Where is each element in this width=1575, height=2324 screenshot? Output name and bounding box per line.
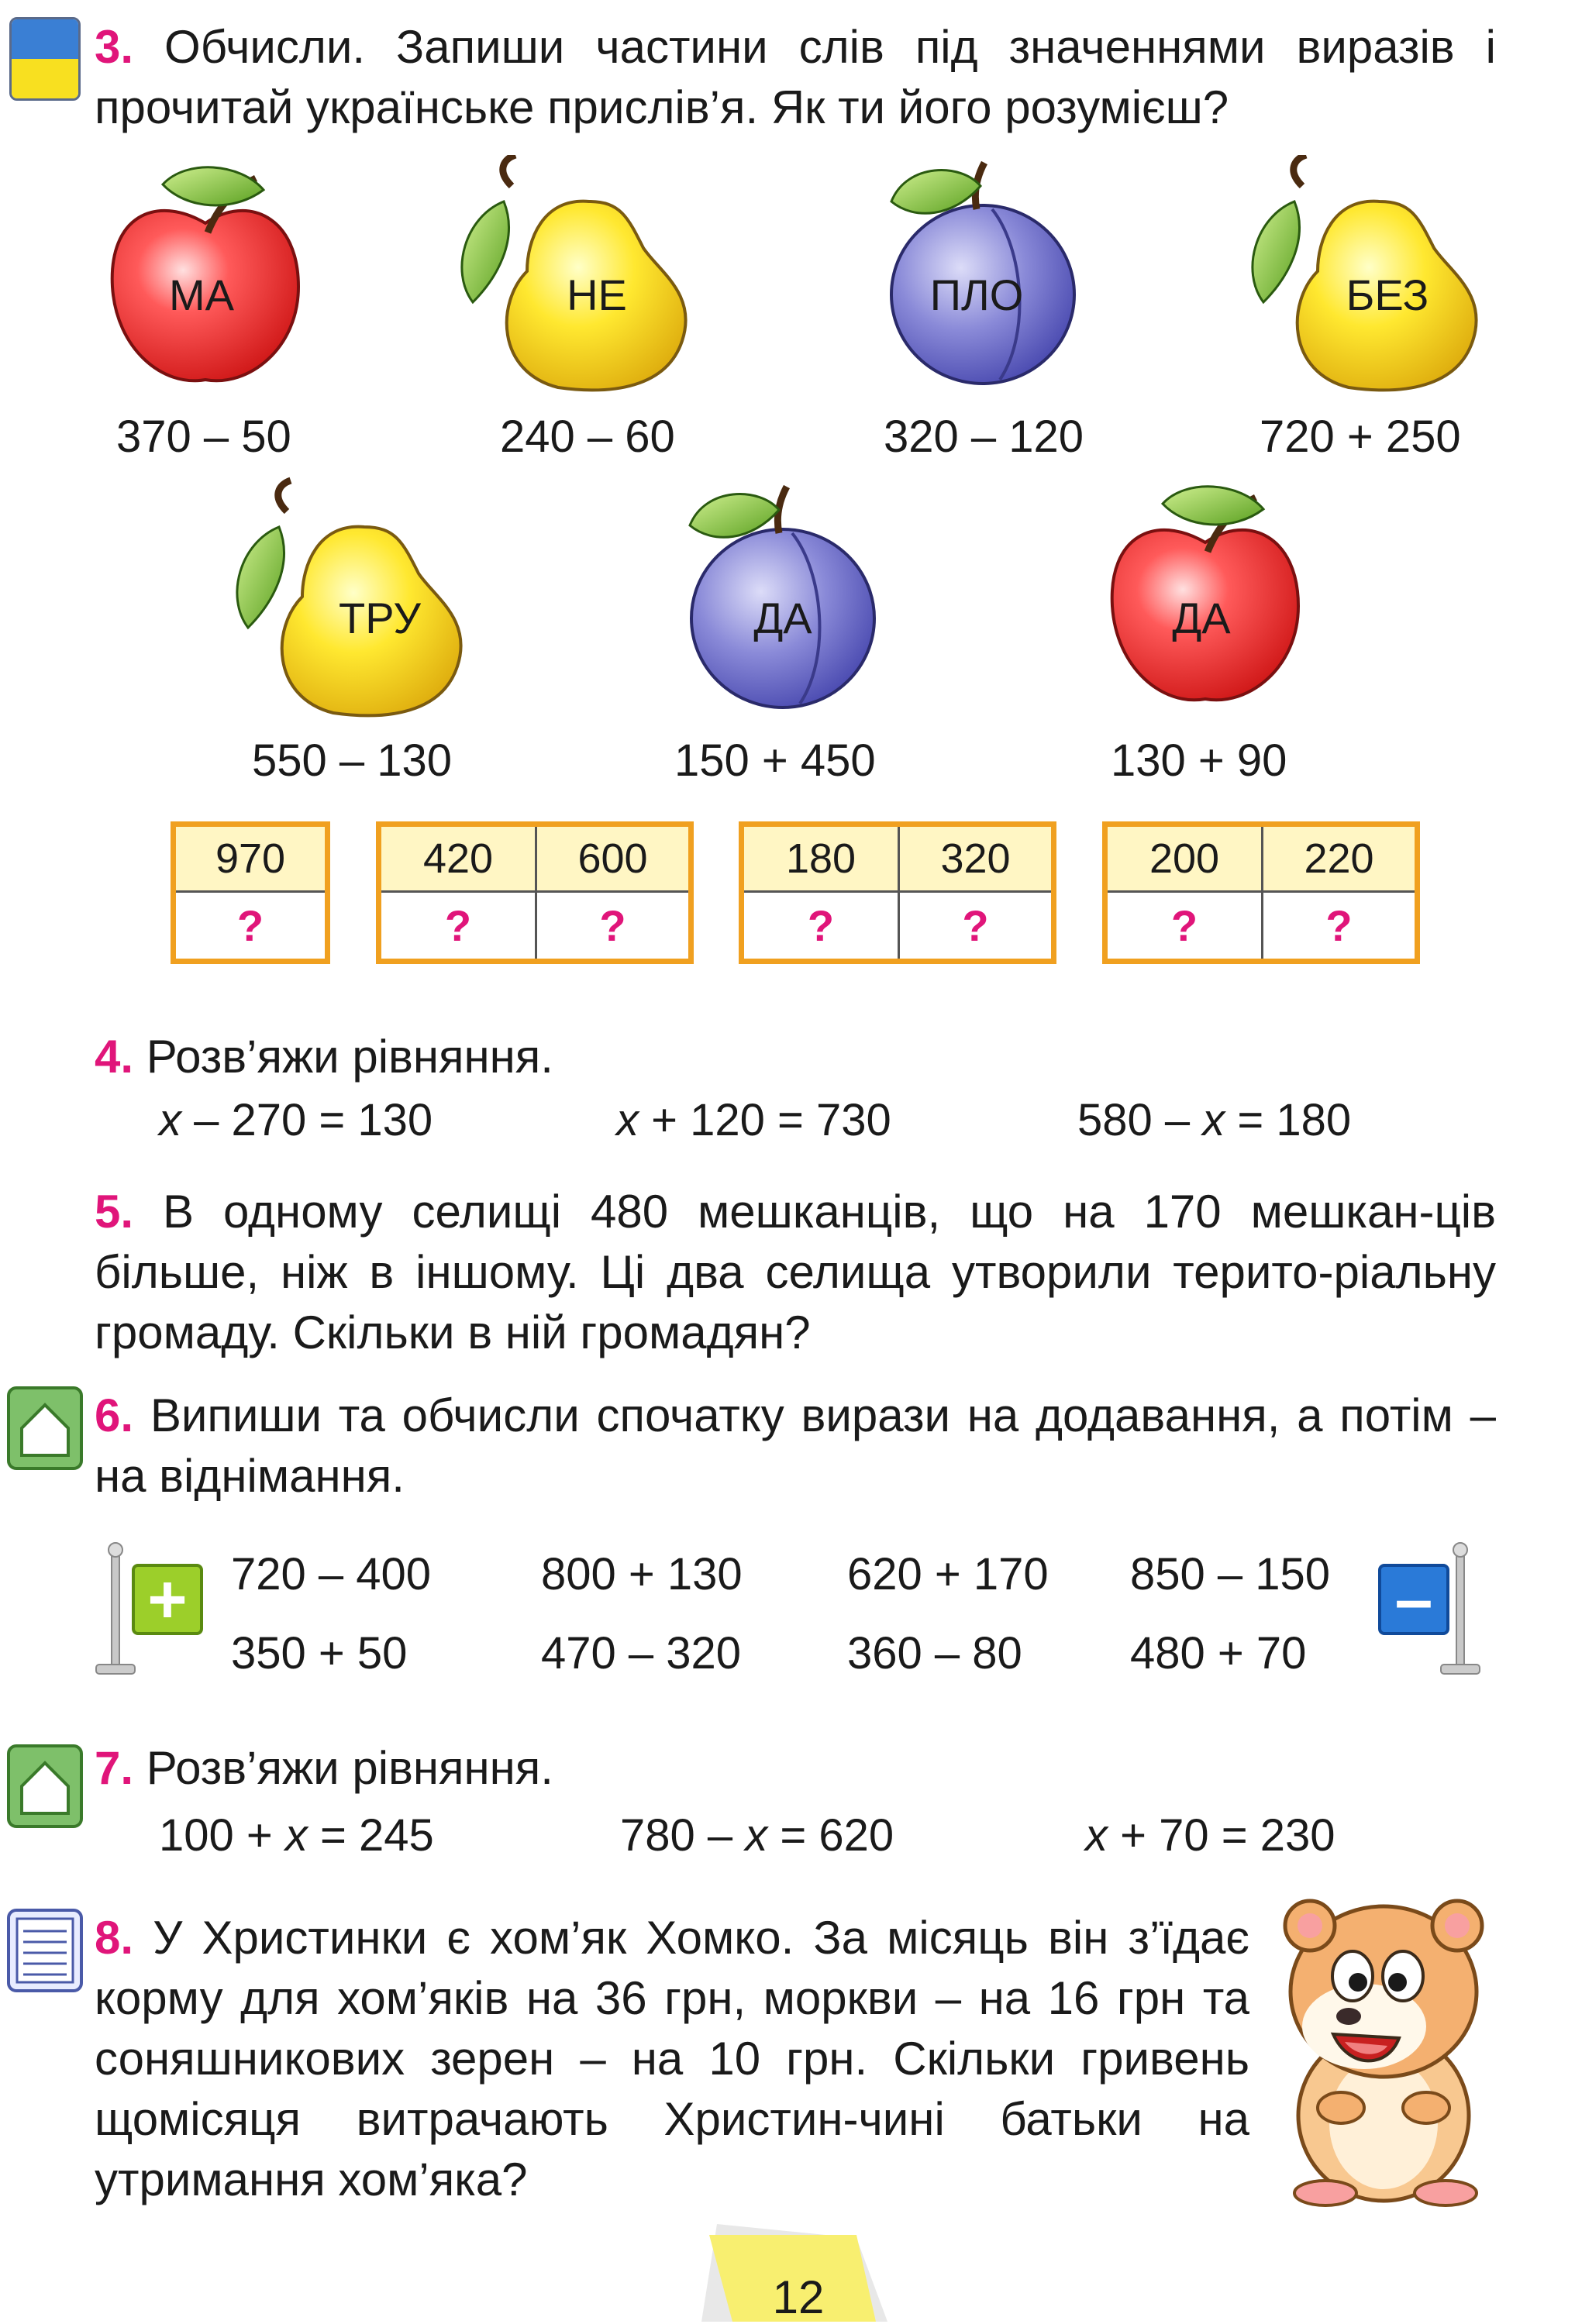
task8-number: 8.	[95, 1912, 134, 1964]
task3-text: 3. Обчисли. Запиши частини слів під значеннями виразів і прочитай українське прислів’я. Як ти його розумієш?	[95, 21, 1496, 133]
task6-number: 6.	[95, 1389, 134, 1441]
expression: 480 + 70	[1130, 1628, 1307, 1678]
table-value: 320	[898, 827, 1051, 893]
expression: 800 + 130	[541, 1549, 743, 1599]
expression: 720 – 400	[231, 1549, 432, 1599]
table-answer: ?	[1170, 901, 1198, 950]
home-task-icon	[6, 1386, 84, 1471]
fruit-syllable: ТРУ	[339, 594, 421, 642]
equation: 100 + x = 245	[159, 1810, 434, 1861]
expression: 620 + 170	[847, 1549, 1049, 1599]
table-value: 600	[535, 827, 688, 893]
expression: 470 – 320	[541, 1628, 742, 1678]
hamster-icon	[1271, 1883, 1496, 2209]
answer-table	[1102, 821, 1420, 964]
minus-sign-icon: –	[1378, 1564, 1449, 1635]
task6-text: 6. Випиши та обчисли спочатку вирази на додавання, а потім – на віднімання.	[95, 1389, 1497, 1502]
notebook-icon	[6, 1908, 84, 1993]
equation: x + 120 = 730	[616, 1095, 891, 1145]
fruit-expression: 130 + 90	[1111, 735, 1287, 786]
equation: 780 – x = 620	[620, 1810, 894, 1861]
fruit-expression: 370 – 50	[116, 411, 291, 462]
task7-number: 7.	[95, 1742, 134, 1794]
fruit-syllable: НЕ	[567, 270, 627, 319]
ukraine-flag-icon	[9, 17, 81, 101]
fruit-syllable: ДА	[753, 594, 812, 642]
task3-number: 3.	[95, 21, 134, 73]
plus-sign-icon: +	[132, 1564, 203, 1635]
page-number: 12	[772, 2271, 825, 2323]
home-task-icon	[6, 1744, 84, 1829]
task5-text: 5. В одному селищі 480 мешканців, що на 170 мешкан-ців більше, ніж в іншому. Ці два селища утворили терито-ріальну громаду. Скільки в ній громадян?	[95, 1186, 1497, 1358]
answer-table	[171, 821, 330, 964]
expression: 350 + 50	[231, 1628, 408, 1678]
equation: 580 – x = 180	[1077, 1095, 1352, 1145]
fruit-expression: 720 + 250	[1260, 411, 1461, 462]
task7-text: 7. Розв’яжи рівняння.	[95, 1742, 553, 1794]
fruit-syllable: МА	[169, 270, 234, 319]
task8-text: 8. У Христинки є хом’як Хомко. За місяць він з’їдає корму для хом’яків на 36 грн, моркви – на 16 грн та соняшникових зерен – на 10 грн. Скільки гривень щомісяця витрачають Христин-чині батьки на утримання хом’яка?	[95, 1912, 1250, 2205]
fruit-syllable: БЕЗ	[1346, 270, 1429, 319]
table-value: 220	[1261, 827, 1415, 893]
table-answer: ?	[1261, 893, 1415, 959]
table-answer: ?	[236, 901, 264, 950]
equation: x – 270 = 130	[159, 1095, 433, 1145]
table-value: 420	[381, 827, 535, 893]
equation: x + 70 = 230	[1085, 1810, 1335, 1861]
task4-text: 4. Розв’яжи рівняння.	[95, 1031, 553, 1083]
fruit-expression: 150 + 450	[674, 735, 876, 786]
expression: 360 – 80	[847, 1628, 1022, 1678]
table-answer: ?	[807, 901, 835, 950]
fruit-syllable: ДА	[1172, 594, 1231, 642]
task5-number: 5.	[95, 1186, 134, 1238]
table-answer: ?	[898, 893, 1051, 959]
task4-number: 4.	[95, 1031, 134, 1083]
fruit-syllable: ПЛО	[929, 270, 1024, 319]
fruit-expression: 320 – 120	[884, 411, 1084, 462]
answer-table	[376, 821, 694, 964]
table-answer: ?	[444, 901, 472, 950]
table-value: 970	[176, 827, 325, 893]
table-value: 200	[1108, 827, 1261, 893]
fruit-expression: 550 – 130	[252, 735, 453, 786]
fruit-expression: 240 – 60	[500, 411, 675, 462]
table-answer: ?	[535, 893, 688, 959]
table-value: 180	[744, 827, 898, 893]
answer-table	[739, 821, 1056, 964]
expression: 850 – 150	[1130, 1549, 1331, 1599]
